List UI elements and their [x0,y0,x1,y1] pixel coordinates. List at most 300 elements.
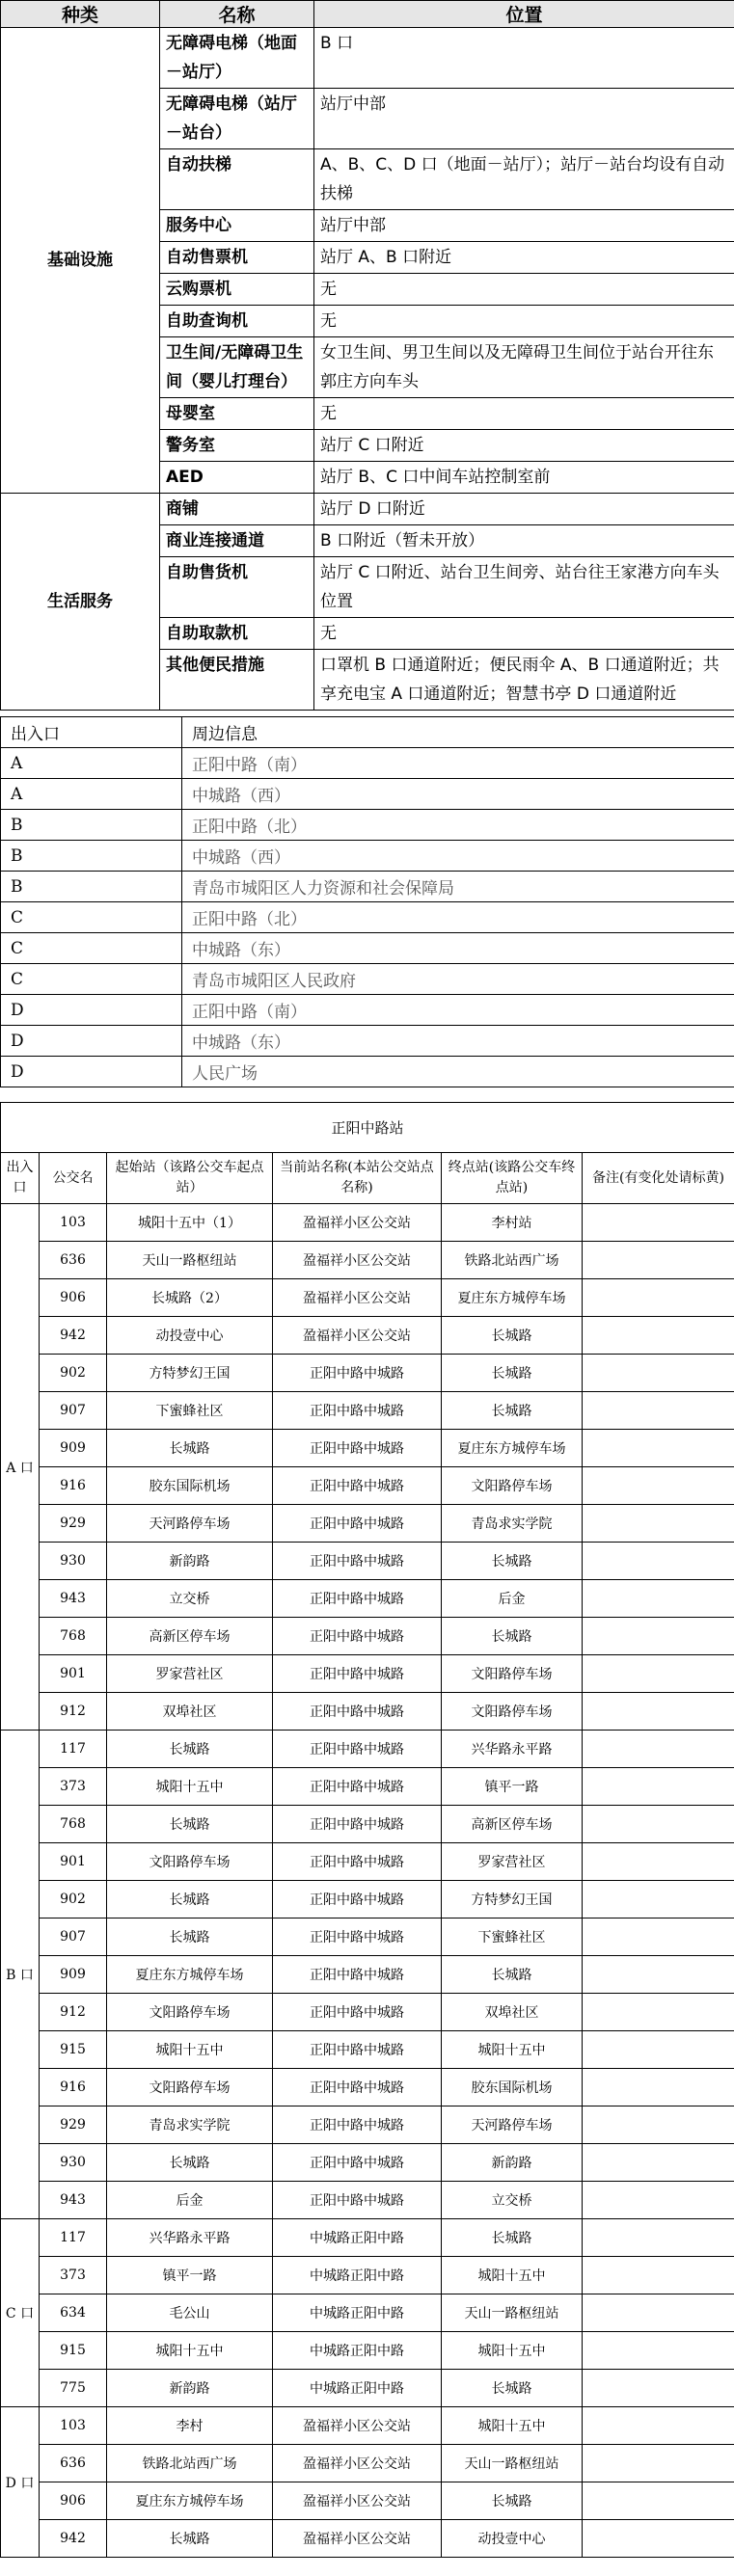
remark [583,1843,734,1881]
bus-row [1,2257,734,2294]
surroundings-table [0,716,734,1087]
remark [583,1430,734,1467]
remark [583,1956,734,1994]
facility-location: B 口 [314,28,734,89]
start-station: 立交桥 [107,1580,273,1618]
start-station: 城阳十五中 [107,1768,273,1806]
bus-row [1,1204,734,1242]
bus-line: 901 [40,1843,107,1881]
bus-row [1,1693,734,1731]
end-station: 长城路 [442,1317,583,1355]
bus-line: 930 [40,2144,107,2182]
info-cell: 中城路（东） [182,1026,734,1057]
bus-line: 902 [40,1355,107,1392]
current-station: 盈福祥小区公交站 [273,1317,442,1355]
bus-row [1,1543,734,1580]
bus-line: 942 [40,2520,107,2558]
current-station: 正阳中路中城路 [273,1693,442,1731]
facility-name: 无障碍电梯（地面－站厅） [160,28,314,89]
remark [583,1881,734,1919]
current-station: 正阳中路中城路 [273,1956,442,1994]
category-cell: 基础设施 [1,28,160,494]
start-station: 高新区停车场 [107,1618,273,1655]
bus-line: 775 [40,2370,107,2407]
current-station: 中城路正阳中路 [273,2370,442,2407]
facility-name: AED [160,462,314,494]
bus-line: 117 [40,1731,107,1768]
current-station: 盈福祥小区公交站 [273,2445,442,2482]
end-station: 夏庄东方城停车场 [442,1430,583,1467]
exit-cell: B [1,841,182,872]
facility-name: 警务室 [160,430,314,462]
current-station: 正阳中路中城路 [273,1806,442,1843]
bus-row [1,2031,734,2069]
end-station: 长城路 [442,1956,583,1994]
column-header: 位置 [314,1,734,28]
bus-row [1,2294,734,2332]
end-station: 高新区停车场 [442,1806,583,1843]
remark [583,1279,734,1317]
remark [583,1355,734,1392]
exit-cell: D [1,1057,182,1087]
end-station: 长城路 [442,1355,583,1392]
facility-location: 女卫生间、男卫生间以及无障碍卫生间位于站台开往东郭庄方向车头 [314,337,734,398]
exit-cell: A [1,779,182,810]
end-station: 文阳路停车场 [442,1655,583,1693]
bus-line: 912 [40,1994,107,2031]
start-station: 夏庄东方城停车场 [107,2482,273,2520]
current-station: 正阳中路中城路 [273,1919,442,1956]
surroundings-row [1,933,734,964]
end-station: 双埠社区 [442,1994,583,2031]
bus-row [1,2520,734,2558]
start-station: 方特梦幻王国 [107,1355,273,1392]
current-station: 中城路正阳中路 [273,2219,442,2257]
bus-line: 943 [40,2182,107,2219]
bus-row [1,1618,734,1655]
start-station: 罗家营社区 [107,1655,273,1693]
bus-line: 901 [40,1655,107,1693]
facility-location: 站厅中部 [314,210,734,242]
exit-cell: C 口 [1,2219,40,2407]
facility-location: 口罩机 B 口通道附近；便民雨伞 A、B 口通道附近；共享充电宝 A 口通道附近；智慧书亭 D 口通道附近 [314,650,734,711]
bus-row [1,1279,734,1317]
start-station: 长城路 [107,2144,273,2182]
remark [583,1731,734,1768]
current-station: 正阳中路中城路 [273,2144,442,2182]
current-station: 正阳中路中城路 [273,1467,442,1505]
end-station: 长城路 [442,1392,583,1430]
facilities-table [0,0,734,711]
facility-name: 自助查询机 [160,306,314,337]
current-station: 正阳中路中城路 [273,2182,442,2219]
bus-line: 902 [40,1881,107,1919]
remark [583,2069,734,2106]
start-station: 天山一路枢纽站 [107,1242,273,1279]
facility-location: 无 [314,274,734,306]
start-station: 文阳路停车场 [107,1843,273,1881]
bus-row [1,1731,734,1768]
surroundings-row [1,872,734,902]
column-header: 名称 [160,1,314,28]
bus-row [1,2445,734,2482]
current-station: 正阳中路中城路 [273,1731,442,1768]
remark [583,2031,734,2069]
info-cell: 正阳中路（南） [182,995,734,1026]
current-station: 中城路正阳中路 [273,2294,442,2332]
remark [583,1204,734,1242]
start-station: 青岛求实学院 [107,2106,273,2144]
facility-location: 站厅 A、B 口附近 [314,242,734,274]
current-station: 中城路正阳中路 [273,2257,442,2294]
end-station: 罗家营社区 [442,1843,583,1881]
bus-line: 909 [40,1956,107,1994]
start-station: 天河路停车场 [107,1505,273,1543]
remark [583,2407,734,2445]
facility-name: 卫生间/无障碍卫生间（婴儿打理台） [160,337,314,398]
bus-line: 768 [40,1806,107,1843]
start-station: 长城路 [107,1731,273,1768]
info-cell: 正阳中路（南） [182,748,734,779]
exit-cell: A 口 [1,1204,40,1731]
end-station: 文阳路停车场 [442,1467,583,1505]
remark [583,2332,734,2370]
end-station: 新韵路 [442,2144,583,2182]
remark [583,1580,734,1618]
column-header: 备注(有变化处请标黄) [583,1153,734,1204]
exit-cell: C [1,964,182,995]
facility-name: 商业连接通道 [160,525,314,557]
current-station: 正阳中路中城路 [273,2106,442,2144]
bus-row [1,1317,734,1355]
bus-row [1,1919,734,1956]
bus-row [1,1956,734,1994]
end-station: 长城路 [442,2370,583,2407]
end-station: 下蜜蜂社区 [442,1919,583,1956]
bus-row [1,1242,734,1279]
bus-row [1,1467,734,1505]
current-station: 盈福祥小区公交站 [273,2407,442,2445]
facility-location: 站厅 C 口附近、站台卫生间旁、站台往王家港方向车头位置 [314,557,734,618]
remark [583,1505,734,1543]
remark [583,2520,734,2558]
info-cell: 青岛市城阳区人力资源和社会保障局 [182,872,734,902]
column-header: 出入口 [1,717,182,748]
exit-cell: D [1,1026,182,1057]
bus-line: 103 [40,2407,107,2445]
bus-line: 634 [40,2294,107,2332]
surroundings-header [1,717,734,748]
current-station: 盈福祥小区公交站 [273,1204,442,1242]
start-station: 城阳十五中 [107,2332,273,2370]
facility-name: 母婴室 [160,398,314,430]
remark [583,1768,734,1806]
bus-line: 915 [40,2031,107,2069]
facility-location: 无 [314,306,734,337]
current-station: 正阳中路中城路 [273,2031,442,2069]
start-station: 城阳十五中（1） [107,1204,273,1242]
start-station: 文阳路停车场 [107,2069,273,2106]
bus-line: 930 [40,1543,107,1580]
start-station: 长城路 [107,1881,273,1919]
bus-line: 117 [40,2219,107,2257]
column-header: 起始站（该路公交车起点站） [107,1153,273,1204]
current-station: 盈福祥小区公交站 [273,1279,442,1317]
current-station: 中城路正阳中路 [273,2332,442,2370]
end-station: 后金 [442,1580,583,1618]
start-station: 动投壹中心 [107,1317,273,1355]
bus-row [1,2332,734,2370]
bus-line: 636 [40,2445,107,2482]
current-station: 正阳中路中城路 [273,1355,442,1392]
current-station: 正阳中路中城路 [273,1768,442,1806]
exit-cell: B [1,810,182,841]
bus-line: 907 [40,1392,107,1430]
facility-name: 无障碍电梯（站厅－站台） [160,89,314,149]
current-station: 正阳中路中城路 [273,1543,442,1580]
bus-line: 915 [40,2332,107,2370]
bus-row [1,1881,734,1919]
category-cell: 生活服务 [1,494,160,711]
bus-row [1,1392,734,1430]
remark [583,1543,734,1580]
remark [583,2144,734,2182]
exit-cell: B [1,872,182,902]
column-header: 出入口 [1,1153,40,1204]
end-station: 镇平一路 [442,1768,583,1806]
start-station: 兴华路永平路 [107,2219,273,2257]
current-station: 正阳中路中城路 [273,2069,442,2106]
bus-line: 912 [40,1693,107,1731]
facility-location: 站厅 B、C 口中间车站控制室前 [314,462,734,494]
facility-name: 自助售货机 [160,557,314,618]
current-station: 盈福祥小区公交站 [273,1242,442,1279]
bus-line: 943 [40,1580,107,1618]
current-station: 正阳中路中城路 [273,1655,442,1693]
bus-line: 907 [40,1919,107,1956]
end-station: 文阳路停车场 [442,1693,583,1731]
end-station: 城阳十五中 [442,2332,583,2370]
start-station: 铁路北站西广场 [107,2445,273,2482]
bus-row [1,1430,734,1467]
info-cell: 中城路（西） [182,841,734,872]
start-station: 夏庄东方城停车场 [107,1956,273,1994]
bus-row [1,2482,734,2520]
bus-row [1,1768,734,1806]
info-cell: 正阳中路（北） [182,902,734,933]
bus-row [1,2069,734,2106]
end-station: 城阳十五中 [442,2257,583,2294]
current-station: 正阳中路中城路 [273,1392,442,1430]
remark [583,1317,734,1355]
remark [583,1919,734,1956]
facility-name: 服务中心 [160,210,314,242]
end-station: 长城路 [442,2219,583,2257]
remark [583,1392,734,1430]
start-station: 城阳十五中 [107,2031,273,2069]
surroundings-row [1,1057,734,1087]
facility-location: 站厅 C 口附近 [314,430,734,462]
surroundings-row [1,964,734,995]
bus-row [1,1580,734,1618]
bus-table [0,1102,734,2558]
end-station: 青岛求实学院 [442,1505,583,1543]
end-station: 长城路 [442,1543,583,1580]
column-header: 公交名 [40,1153,107,1204]
end-station: 夏庄东方城停车场 [442,1279,583,1317]
bus-table-title: 正阳中路站 [1,1103,734,1153]
surroundings-row [1,748,734,779]
facility-location: B 口附近（暂未开放） [314,525,734,557]
current-station: 正阳中路中城路 [273,1505,442,1543]
column-header: 周边信息 [182,717,734,748]
start-station: 长城路 [107,1919,273,1956]
current-station: 正阳中路中城路 [273,1618,442,1655]
bus-row [1,2219,734,2257]
end-station: 胶东国际机场 [442,2069,583,2106]
remark [583,2106,734,2144]
bus-line: 373 [40,1768,107,1806]
end-station: 立交桥 [442,2182,583,2219]
start-station: 后金 [107,2182,273,2219]
start-station: 长城路（2） [107,1279,273,1317]
start-station: 长城路 [107,1806,273,1843]
end-station: 城阳十五中 [442,2407,583,2445]
bus-row [1,1843,734,1881]
facility-row [1,494,734,525]
facility-location: 无 [314,398,734,430]
bus-row [1,2182,734,2219]
remark [583,2294,734,2332]
start-station: 李村 [107,2407,273,2445]
surroundings-row [1,841,734,872]
bus-line: 906 [40,1279,107,1317]
bus-line: 373 [40,2257,107,2294]
bus-line: 103 [40,1204,107,1242]
facility-name: 自助取款机 [160,618,314,650]
remark [583,1618,734,1655]
surroundings-row [1,1026,734,1057]
exit-cell: B 口 [1,1731,40,2219]
column-header: 终点站(该路公交车终点站) [442,1153,583,1204]
end-station: 兴华路永平路 [442,1731,583,1768]
start-station: 长城路 [107,1430,273,1467]
end-station: 李村站 [442,1204,583,1242]
bus-header-row [1,1153,734,1204]
end-station: 动投壹中心 [442,2520,583,2558]
end-station: 天河路停车场 [442,2106,583,2144]
surroundings-row [1,995,734,1026]
remark [583,1693,734,1731]
remark [583,1655,734,1693]
remark [583,1467,734,1505]
remark [583,2370,734,2407]
bus-line: 906 [40,2482,107,2520]
start-station: 新韵路 [107,2370,273,2407]
facility-location: 无 [314,618,734,650]
bus-line: 929 [40,1505,107,1543]
start-station: 下蜜蜂社区 [107,1392,273,1430]
remark [583,2219,734,2257]
end-station: 天山一路枢纽站 [442,2294,583,2332]
bus-row [1,1994,734,2031]
column-header: 当前站名称(本站公交站点名称) [273,1153,442,1204]
exit-cell: C [1,902,182,933]
info-cell: 中城路（东） [182,933,734,964]
bus-row [1,2106,734,2144]
facility-name: 其他便民措施 [160,650,314,711]
bus-line: 916 [40,2069,107,2106]
facility-name: 云购票机 [160,274,314,306]
bus-row [1,1505,734,1543]
bus-row [1,1655,734,1693]
remark [583,2445,734,2482]
remark [583,2482,734,2520]
start-station: 新韵路 [107,1543,273,1580]
current-station: 正阳中路中城路 [273,1430,442,1467]
bus-row [1,2370,734,2407]
facility-name: 自动扶梯 [160,149,314,210]
bus-row [1,2144,734,2182]
bus-line: 636 [40,1242,107,1279]
exit-cell: D [1,995,182,1026]
bus-line: 768 [40,1618,107,1655]
info-cell: 中城路（西） [182,779,734,810]
exit-cell: C [1,933,182,964]
start-station: 毛公山 [107,2294,273,2332]
info-cell: 正阳中路（北） [182,810,734,841]
bus-line: 929 [40,2106,107,2144]
remark [583,1242,734,1279]
remark [583,2257,734,2294]
current-station: 正阳中路中城路 [273,1580,442,1618]
end-station: 铁路北站西广场 [442,1242,583,1279]
exit-cell: D 口 [1,2407,40,2558]
column-header: 种类 [1,1,160,28]
info-cell: 人民广场 [182,1057,734,1087]
start-station: 胶东国际机场 [107,1467,273,1505]
end-station: 长城路 [442,1618,583,1655]
facility-location: A、B、C、D 口（地面－站厅）；站厅－站台均设有自动扶梯 [314,149,734,210]
end-station: 方特梦幻王国 [442,1881,583,1919]
facility-name: 商铺 [160,494,314,525]
current-station: 正阳中路中城路 [273,1843,442,1881]
end-station: 长城路 [442,2482,583,2520]
start-station: 长城路 [107,2520,273,2558]
exit-cell: A [1,748,182,779]
current-station: 盈福祥小区公交站 [273,2520,442,2558]
info-cell: 青岛市城阳区人民政府 [182,964,734,995]
remark [583,1806,734,1843]
bus-line: 909 [40,1430,107,1467]
remark [583,1994,734,2031]
facility-row [1,28,734,89]
end-station: 天山一路枢纽站 [442,2445,583,2482]
bus-line: 942 [40,1317,107,1355]
current-station: 正阳中路中城路 [273,1881,442,1919]
surroundings-row [1,779,734,810]
start-station: 文阳路停车场 [107,1994,273,2031]
facility-location: 站厅中部 [314,89,734,149]
surroundings-row [1,810,734,841]
current-station: 盈福祥小区公交站 [273,2482,442,2520]
bus-row [1,1355,734,1392]
bus-line: 916 [40,1467,107,1505]
bus-row [1,1806,734,1843]
end-station: 城阳十五中 [442,2031,583,2069]
current-station: 正阳中路中城路 [273,1994,442,2031]
remark [583,2182,734,2219]
